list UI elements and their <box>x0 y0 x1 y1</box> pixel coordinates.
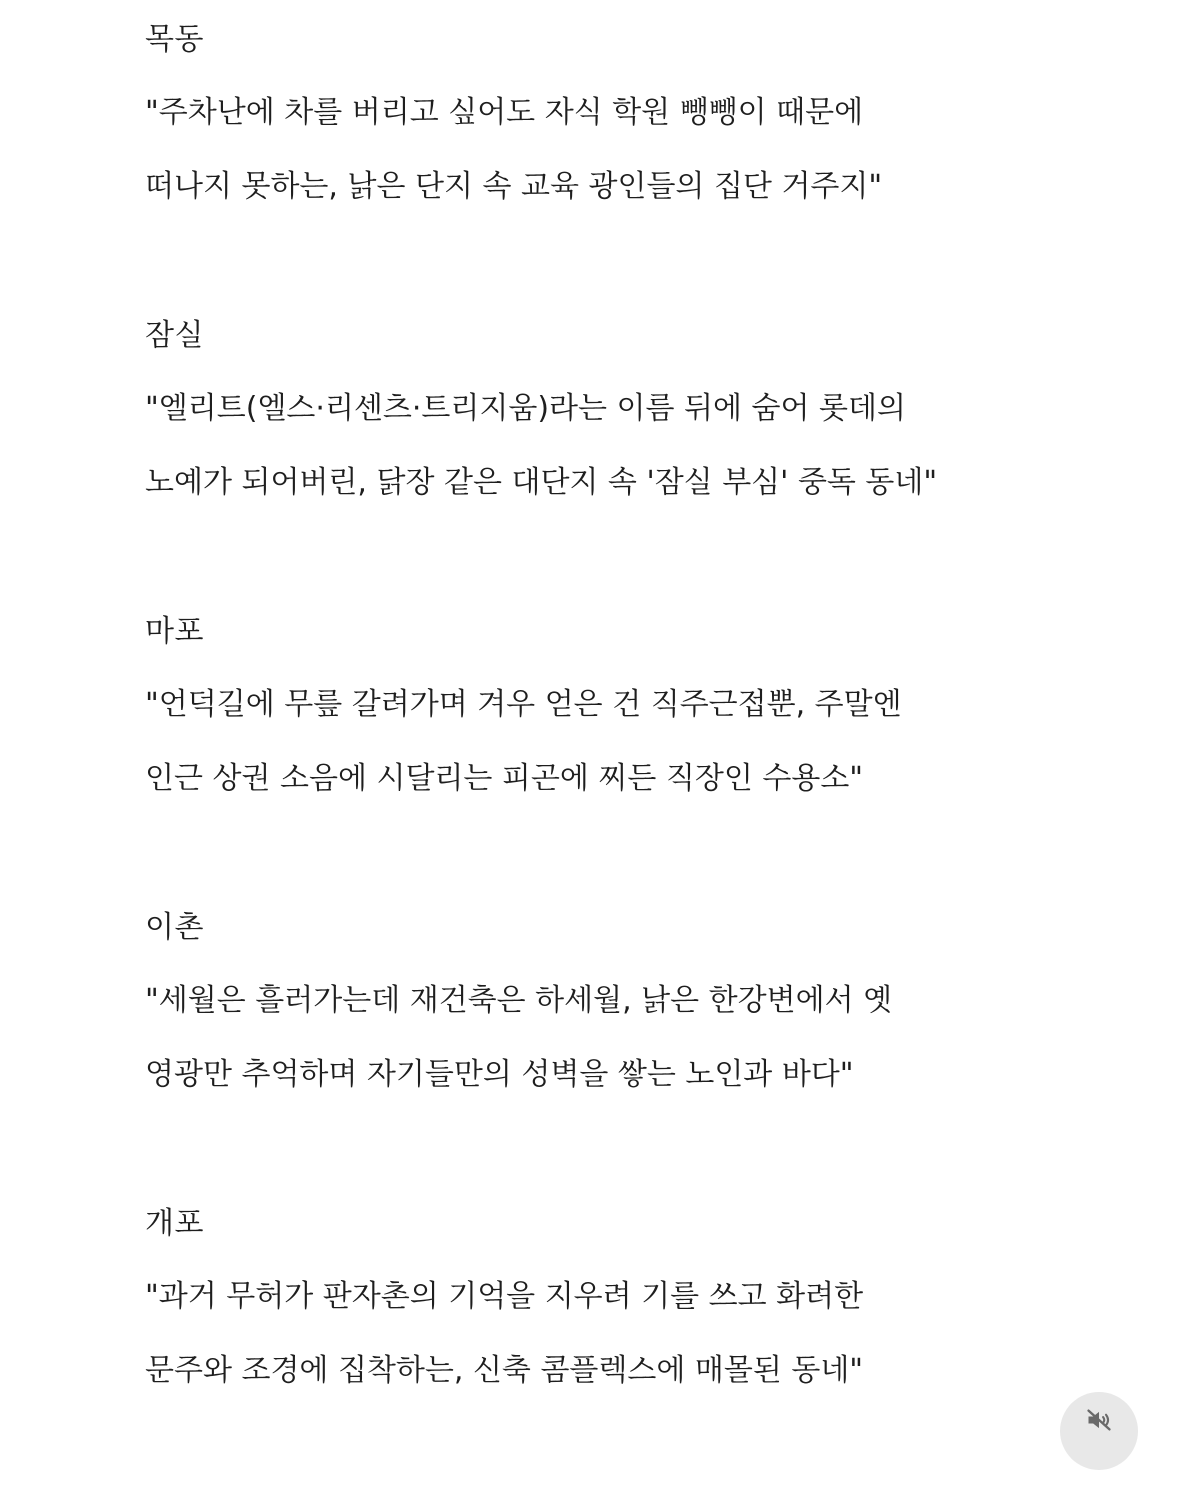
section-mokdong <box>145 14 1105 310</box>
section-text-line: 문주와 조경에 집착하는, 신축 콤플렉스에 매몰된 동네" <box>145 1353 864 1388</box>
section-title: 마포 <box>145 614 204 649</box>
section-ichon <box>145 902 1105 1198</box>
section-jamsil <box>145 310 1105 606</box>
section-text-line: "과거 무허가 판자촌의 기억을 지우려 기를 쓰고 화려한 <box>145 1279 864 1314</box>
section-text-line: 인근 상권 소음에 시달리는 피곤에 찌든 직장인 수용소" <box>145 761 864 796</box>
section-title: 잠실 <box>145 318 204 353</box>
section-text-line: "언덕길에 무릎 갈려가며 겨우 얻은 건 직주근접뿐, 주말엔 <box>145 687 902 722</box>
section-title: 목동 <box>145 22 204 57</box>
section-gaepo <box>145 1198 1105 1494</box>
section-text-line: "주차난에 차를 버리고 싶어도 자식 학원 뺑뺑이 때문에 <box>145 95 864 130</box>
mute-button[interactable] <box>1060 1392 1138 1470</box>
section-title: 이촌 <box>145 910 204 945</box>
section-text-line: "엘리트(엘스·리센츠·트리지움)라는 이름 뒤에 숨어 롯데의 <box>145 391 906 426</box>
section-text-line: "세월은 흘러가는데 재건축은 하세월, 낡은 한강변에서 옛 <box>145 983 893 1018</box>
article-body <box>145 14 1105 1494</box>
section-text-line: 떠나지 못하는, 낡은 단지 속 교육 광인들의 집단 거주지" <box>145 169 883 204</box>
section-mapo <box>145 606 1105 902</box>
section-text-line: 노예가 되어버린, 닭장 같은 대단지 속 '잠실 부심' 중독 동네" <box>145 465 938 500</box>
section-title: 개포 <box>145 1206 204 1241</box>
section-text-line: 영광만 추억하며 자기들만의 성벽을 쌓는 노인과 바다" <box>145 1057 854 1092</box>
